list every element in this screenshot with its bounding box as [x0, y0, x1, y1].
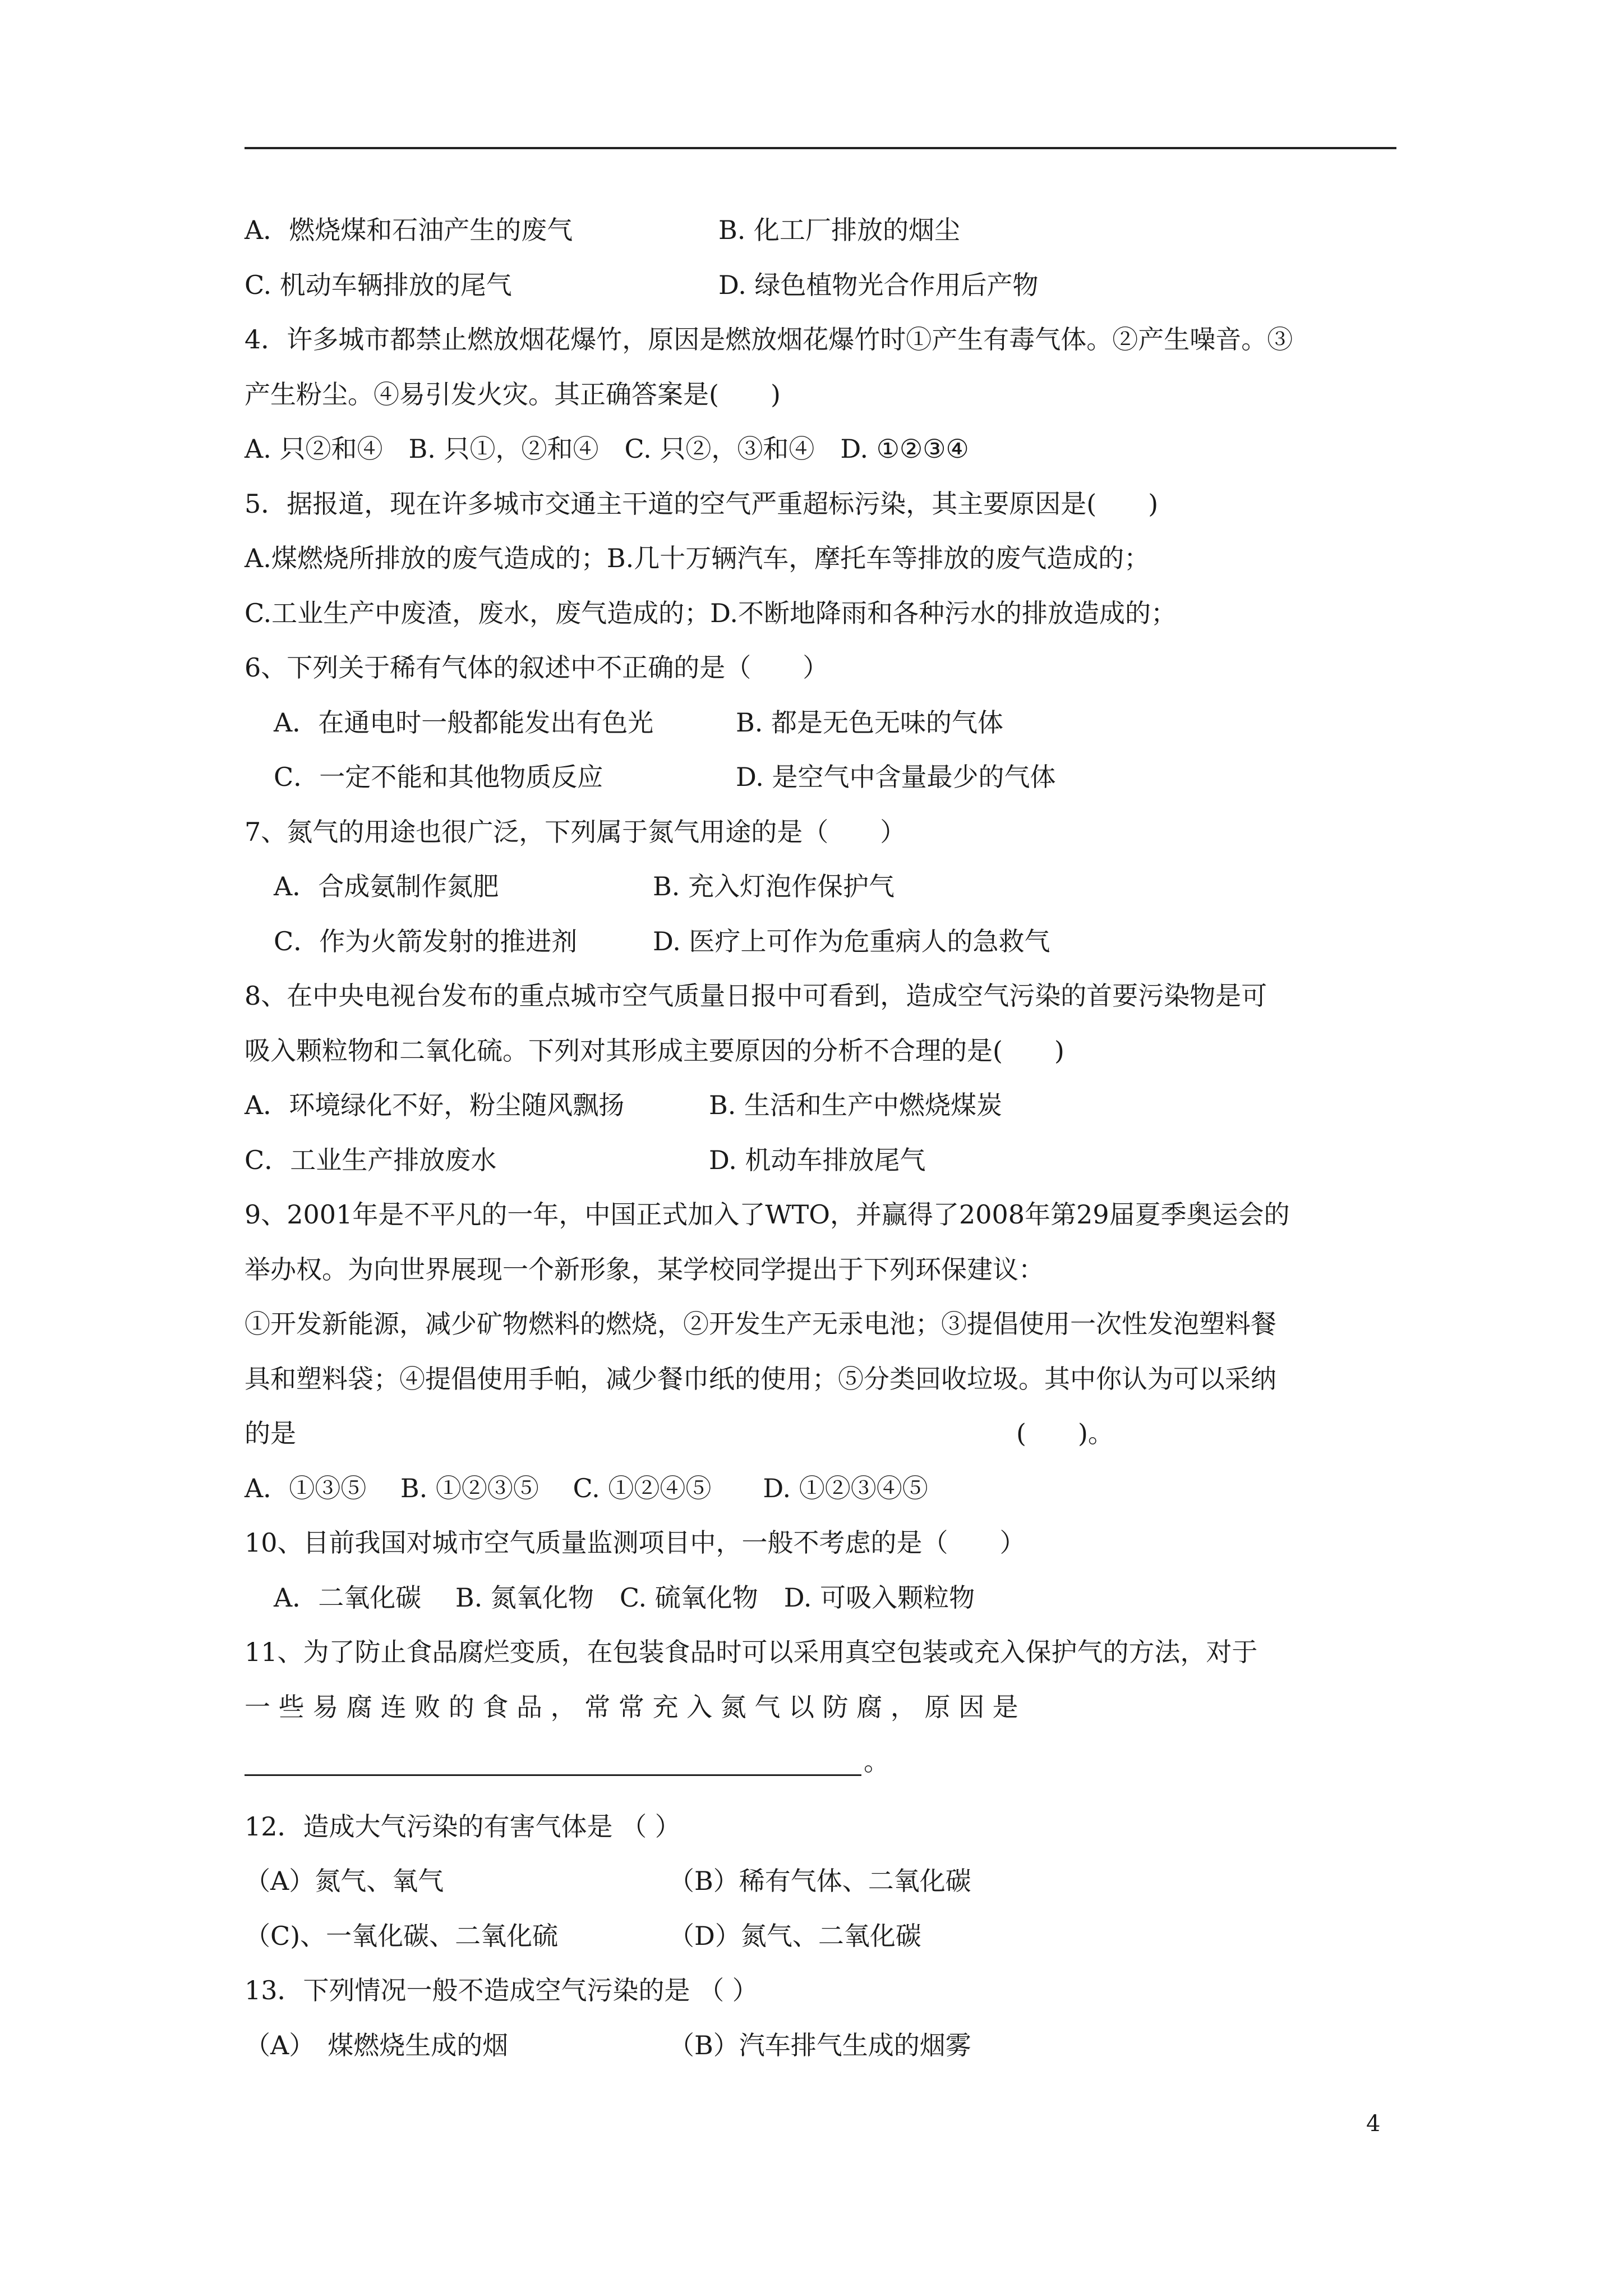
line-text: 的是 — [245, 1418, 296, 1448]
line-text-secondary: B. 生活和生产中燃烧煤炭 — [709, 1090, 1003, 1120]
line-text: 吸入颗粒物和二氧化硫。下列对其形成主要原因的分析不合理的是( ) — [245, 1035, 1064, 1066]
header-rule — [245, 147, 1396, 149]
line-text: 11、为了防止食品腐烂变质，在包装食品时可以采用真空包装或充入保护气的方法，对于 — [245, 1637, 1258, 1667]
line-text-secondary: D. 绿色植物光合作用后产物 — [718, 269, 1039, 300]
line-text: 5．据报道，现在许多城市交通主干道的空气严重超标污染，其主要原因是( ) — [245, 488, 1159, 519]
line-text: C．作为火箭发射的推进剂 — [274, 926, 578, 956]
line-text: A．合成氨制作氮肥 — [274, 871, 499, 901]
text-line — [245, 1406, 1396, 1461]
text-line — [245, 1571, 1396, 1626]
line-text: A．①③⑤ B. ①②③⑤ C. ①②④⑤ D. ①②③④⑤ — [245, 1473, 928, 1503]
line-text: A．二氧化碳 B. 氮氧化物 C. 硫氧化物 D. 可吸入颗粒物 — [274, 1582, 975, 1613]
line-text: （A） 煤燃烧生成的烟 — [245, 2030, 509, 2060]
line-text: A．在通电时一般都能发出有色光 — [274, 707, 654, 738]
text-line — [245, 969, 1396, 1024]
answer-blank — [245, 1774, 861, 1776]
text-line — [245, 1854, 1396, 1909]
line-text: 具和塑料袋；④提倡使用手帕，减少餐巾纸的使用；⑤分类回收垃圾。其中你认为可以采纳 — [245, 1363, 1276, 1394]
text-line — [245, 1024, 1396, 1079]
text-line — [245, 805, 1396, 860]
line-text: （C)、一氧化碳、二氧化硫 — [245, 1920, 559, 1951]
line-text-secondary: 。 — [864, 1746, 889, 1777]
line-text: 9、2001年是不平凡的一年，中国正式加入了WTO，并赢得了2008年第29届夏季奥运会的 — [245, 1199, 1290, 1230]
line-text: 10、目前我国对城市空气质量监测项目中，一般不考虑的是（ ） — [245, 1527, 1026, 1558]
text-line — [245, 1243, 1396, 1297]
line-text: 产生粉尘。④易引发火灾。其正确答案是( ) — [245, 379, 781, 409]
text-line — [245, 1909, 1396, 1964]
line-text-secondary: B. 化工厂排放的烟尘 — [718, 215, 961, 245]
line-text: A.煤燃烧所排放的废气造成的；B.几十万辆汽车，摩托车等排放的废气造成的； — [245, 543, 1150, 573]
line-text: 一 些 易 腐 连 败 的 食 品 ， 常 常 充 入 氮 气 以 防 腐 ， 原 因 是 — [245, 1691, 1018, 1722]
text-line — [245, 422, 1396, 477]
text-line — [245, 1734, 1396, 1789]
text-line — [245, 1800, 1396, 1855]
text-line — [245, 312, 1396, 367]
text-line — [245, 531, 1396, 586]
line-text-secondary: B. 充入灯泡作保护气 — [653, 871, 895, 901]
text-line — [245, 1078, 1396, 1133]
text-line — [245, 477, 1396, 532]
text-line — [245, 859, 1396, 914]
text-line — [245, 1625, 1396, 1680]
text-line — [245, 1133, 1396, 1188]
text-line — [245, 1352, 1396, 1407]
line-text-secondary: D. 机动车排放尾气 — [709, 1144, 926, 1175]
line-text: C. 机动车辆排放的尾气 — [245, 269, 512, 300]
line-text-secondary: D. 医疗上可作为危重病人的急救气 — [653, 926, 1050, 956]
line-text: 8、在中央电视台发布的重点城市空气质量日报中可看到，造成空气污染的首要污染物是可 — [245, 981, 1267, 1011]
line-text: A．环境绿化不好，粉尘随风飘扬 — [245, 1090, 625, 1120]
line-text: 7、氮气的用途也很广泛，下列属于氮气用途的是（ ） — [245, 816, 906, 847]
text-line — [245, 1963, 1396, 2018]
text-line — [245, 1297, 1396, 1352]
text-line — [245, 641, 1396, 696]
text-line — [245, 1516, 1396, 1571]
line-text-secondary: D. 是空气中含量最少的气体 — [736, 762, 1056, 792]
document-body — [245, 203, 1396, 2073]
text-line — [245, 367, 1396, 422]
line-text-secondary: ( )。 — [1016, 1418, 1114, 1448]
line-text: （A）氮气、氧气 — [245, 1866, 444, 1896]
text-line — [245, 586, 1396, 641]
line-text: 13．下列情况一般不造成空气污染的是 （ ） — [245, 1975, 758, 2005]
line-text: 6、下列关于稀有气体的叙述中不正确的是（ ） — [245, 652, 829, 683]
text-line — [245, 1188, 1396, 1243]
text-line — [245, 203, 1396, 258]
line-text: C.工业生产中废渣，废水，废气造成的；D.不断地降雨和各种污水的排放造成的； — [245, 597, 1177, 628]
text-line — [245, 2018, 1396, 2073]
line-text-secondary: （B）汽车排气生成的烟雾 — [668, 2030, 971, 2060]
line-text: 12．造成大气污染的有害气体是 （ ） — [245, 1811, 681, 1842]
line-text: 举办权。为向世界展现一个新形象，某学校同学提出于下列环保建议： — [245, 1254, 1044, 1285]
line-text-secondary: B. 都是无色无味的气体 — [736, 707, 1004, 738]
text-line — [245, 258, 1396, 313]
text-line — [245, 696, 1396, 751]
line-text: ①开发新能源，减少矿物燃料的燃烧，②开发生产无汞电池；③提倡使用一次性发泡塑料餐 — [245, 1309, 1276, 1339]
line-text: C．一定不能和其他物质反应 — [274, 762, 603, 792]
line-text-secondary: （D）氮气、二氧化碳 — [668, 1920, 921, 1951]
text-line — [245, 1680, 1396, 1735]
line-text: 4．许多城市都禁止燃放烟花爆竹，原因是燃放烟花爆竹时①产生有毒气体。②产生噪音。③ — [245, 324, 1293, 355]
line-text: A．燃烧煤和石油产生的废气 — [245, 215, 573, 245]
text-line — [245, 750, 1396, 805]
page-number: 4 — [1366, 2111, 1381, 2137]
text-line — [245, 914, 1396, 969]
line-text: A. 只②和④ B. 只①，②和④ C. 只②，③和④ D. ①②③④ — [245, 434, 969, 464]
line-text-secondary: （B）稀有气体、二氧化碳 — [668, 1866, 971, 1896]
line-text: C．工业生产排放废水 — [245, 1144, 497, 1175]
text-line — [245, 1461, 1396, 1516]
